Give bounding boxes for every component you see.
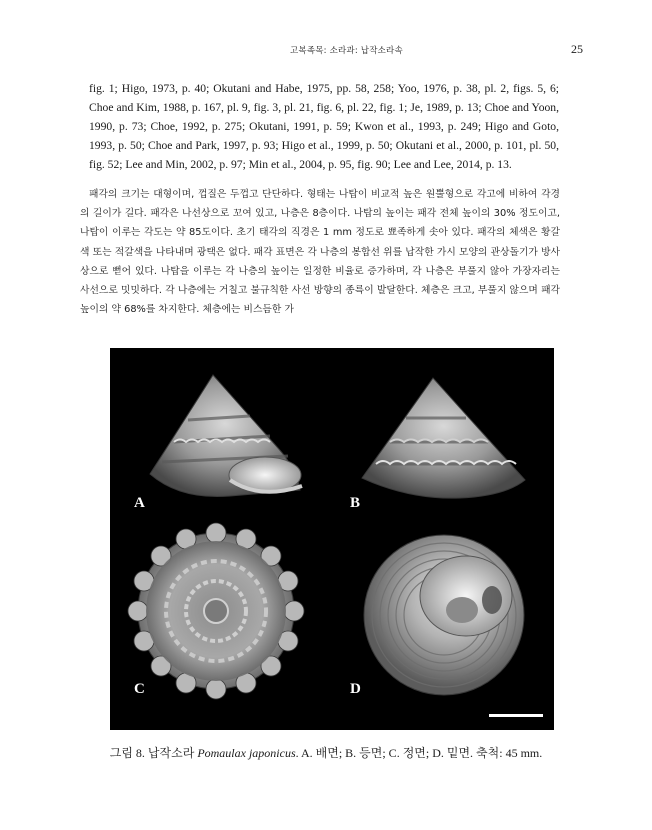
page-header <box>0 44 652 60</box>
shell-view-b <box>362 378 525 498</box>
figure-caption <box>0 744 652 761</box>
references-paragraph: fig. 1; Higo, 1973, p. 40; Okutani and Habe, 1975, pp. 58, 258; Yoo, 1976, p. 38, pl. 2, figs. 5, 6; Choe and Kim, 1988, p. 167, pl. 9, fig. 3, pl. 21, fig. 6, pl. 22, fig. 1; Je, 1989, p. 13; Choe and Yoon, 1990, p. 73; Choe, 1992, p. 275; Okutani, 1991, p. 59; Kwon et al., 1993, p. 249; Higo and Goto, 1993, p. 50; Choe and Park, 1997, p. 93; Higo et al., 1999, p. 50; Okutani et al., 2000, p. 101, pl. 50, fig. 52; Lee and Min, 2002, p. 97; Min et al., 2004, p. 95, fig. 90; Lee and Lee, 2014, p. 13. <box>89 82 559 171</box>
shell-photographs <box>110 348 554 730</box>
scale-bar <box>489 714 543 717</box>
shell-view-d <box>364 535 524 695</box>
description-paragraph: 패각의 크기는 대형이며, 껍질은 두껍고 단단하다. 형태는 나탑이 비교적 높은 원뿔형으로 각고에 비하여 각경의 길이가 길다. 패각은 나선상으로 꼬여 있고, 나층은 8층이다. 나탑의 높이는 패각 전체 높이의 30% 정도이고, 나탑이 이루는 각도는 약 85도이다. 초기 태각의 직경은 1 mm 정도로 뾰족하게 솟아 있다. 패각의 체색은 황갈색 또는 적갈색을 나타내며 광택은 없다. 패각 표면은 각 나층의 봉합선 위를 납작한 가시 모양의 관상돌기가 방사상으로 뻗어 있다. 나탑을 이루는 각 나층의 높이는 일정한 비율로 증가하며, 각 나층은 부풀지 않아 가장자리는 사선으로 밋밋하다. 각 나층에는 거칠고 불규칙한 사선 방향의 종륵이 발달한다. 체층은 크고, 부풀지 않으며 패각 높이의 약 68%를 차지한다. 체층에는 비스듬한 가 <box>80 189 560 316</box>
caption-suffix: . A. 배면; B. 등면; C. 정면; D. 밑면. 축척: 45 mm. <box>295 746 543 760</box>
shell-figure <box>110 348 554 730</box>
panel-label-c: C <box>134 681 145 697</box>
shell-view-a <box>150 375 302 497</box>
caption-prefix: 그림 8. 납작소라 <box>109 746 198 760</box>
panel-label-b: B <box>350 495 361 511</box>
running-title: 고복족목: 소라과: 납작소라속 <box>290 46 403 56</box>
page-number: 25 <box>571 42 583 56</box>
panel-label-d: D <box>350 681 361 697</box>
shell-view-c <box>128 523 304 699</box>
caption-species: Pomaulax japonicus <box>197 746 296 760</box>
panel-label-a: A <box>134 495 145 511</box>
